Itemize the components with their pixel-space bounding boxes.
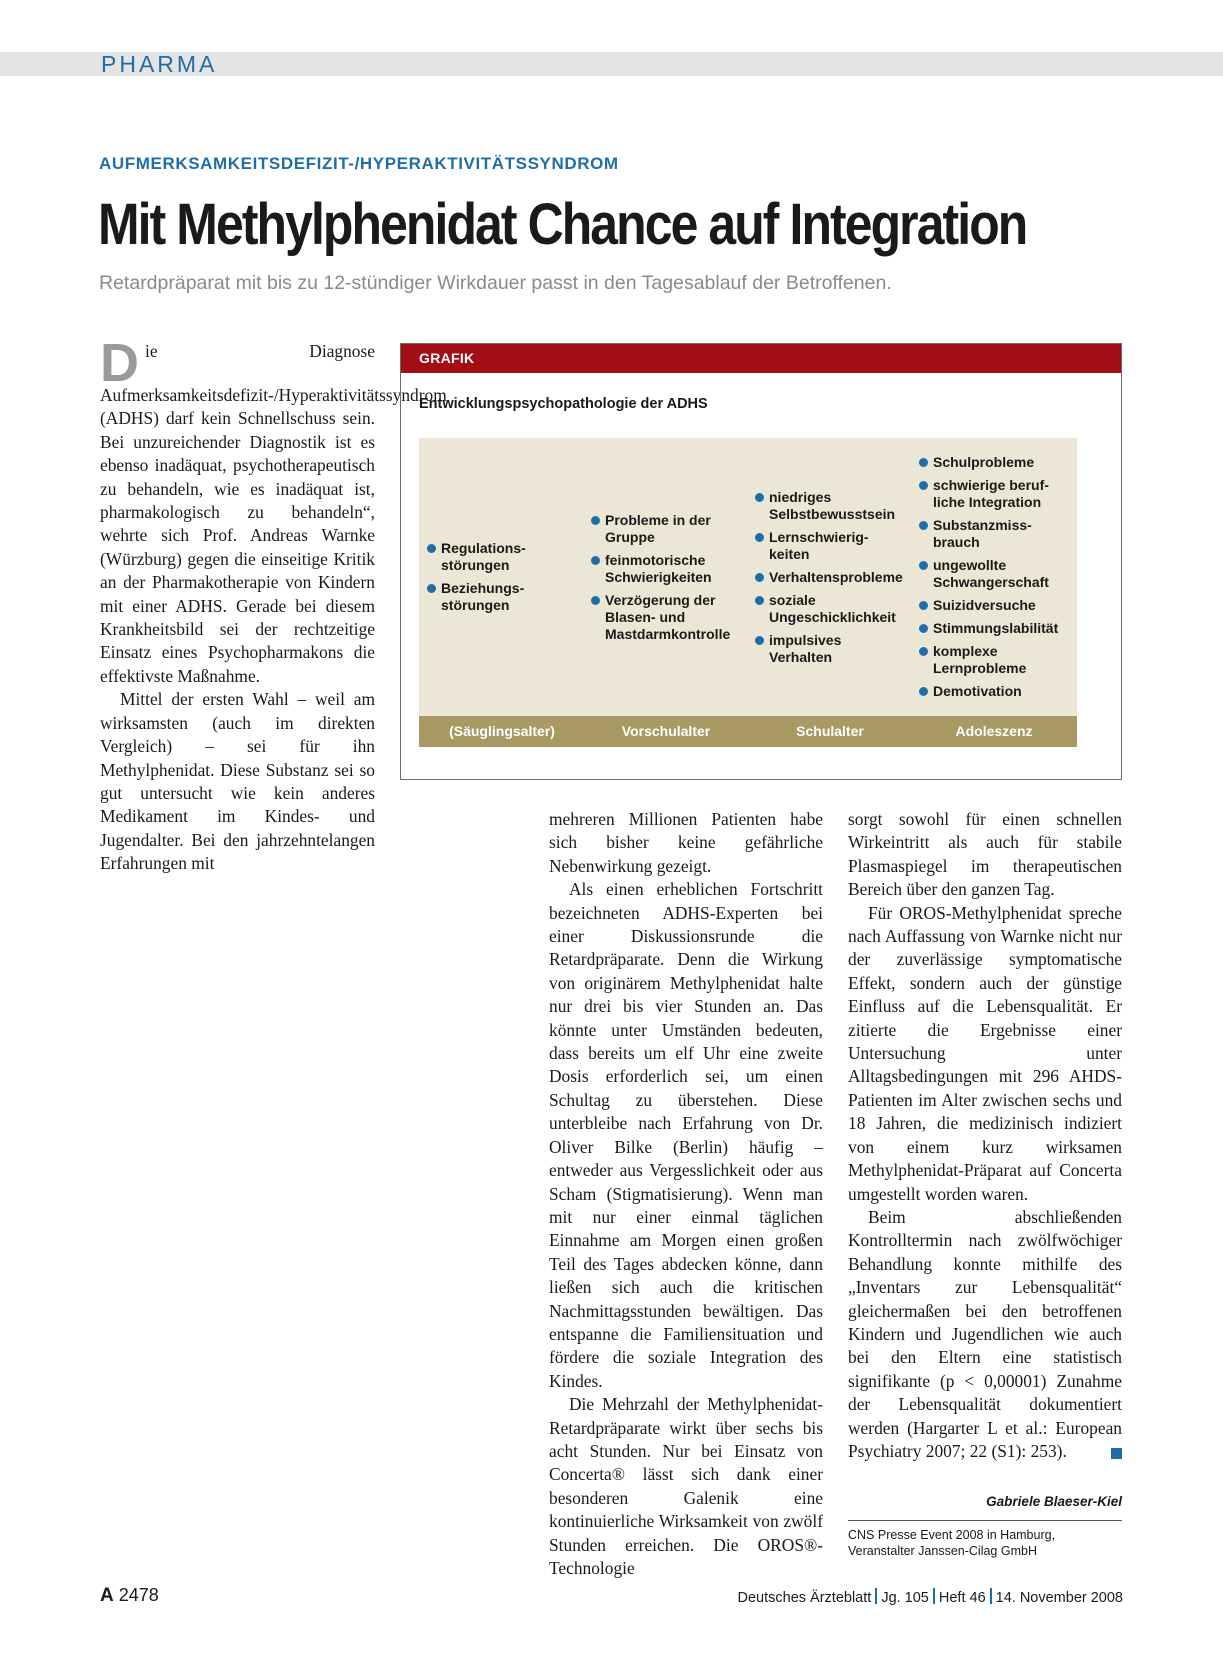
bullet-icon: [591, 596, 600, 605]
end-mark-icon: [1111, 1448, 1122, 1459]
source-note: CNS Presse Event 2008 in Hamburg, Veranstalter Janssen-Cilag GmbH: [848, 1520, 1122, 1559]
stage-label: (Säuglingsalter): [419, 716, 585, 747]
bullet-icon: [919, 561, 928, 570]
stage-item: feinmotorische Schwierigkeiten: [591, 552, 743, 586]
separator: [990, 1588, 992, 1604]
grafik-box: [400, 343, 1122, 780]
article-subtitle: Retardpräparat mit bis zu 12-stündiger Wirkdauer passt in den Tagesablauf der Betroffenen.: [99, 272, 892, 294]
bullet-icon: [919, 521, 928, 530]
paragraph: Die Mehrzahl der Methylphenidat-Retardpräparate wirkt über sechs bis acht Stunden. Nur bei Einsatz von Concerta® lässt sich dank einer besonderen Galenik eine kontinuierliche Wirksamkeit von zwölf Stunden erreichen. Die OROS®-Technologie: [549, 1394, 823, 1578]
stage-item: Substanzmiss-brauch: [919, 517, 1071, 551]
grafik-title: Entwicklungspsychopathologie der ADHS: [419, 396, 708, 412]
drop-cap: D: [100, 333, 139, 393]
bullet-icon: [755, 533, 764, 542]
paragraph: Beim abschließenden Kontrolltermin nach zwölfwöchiger Behandlung konnte mithilfe des „Inventars zur Lebensqualität“ gleichermaßen bei den betroffenen Kindern und Jugendlichen wie auch bei den Eltern eine statistisch signifikante (p < 0,00001) Zunahme der Lebensqualität dokumentiert werden (Hargarter L et al.: European Psychiatry 2007; 22 (S1): 253).: [848, 1206, 1122, 1461]
article-column-3: [848, 808, 1122, 1463]
bullet-icon: [755, 573, 764, 582]
stage-item: Suizidversuche: [919, 597, 1071, 614]
stage-items: [747, 438, 913, 716]
journal-name: Deutsches Ärzteblatt: [737, 1590, 872, 1606]
paragraph: Mittel der ersten Wahl – weil am wirksamsten (auch im direkten Vergleich) – sei für ihn Methylphenidat. Diese Substanz sei so gut untersucht wie kein anderes Medikament im Kindes- und Jugendalter. Bei den jahrzehntelangen Erfahrungen mit: [100, 689, 375, 874]
bullet-icon: [755, 636, 764, 645]
stage-item: niedriges Selbstbewusstsein: [755, 489, 907, 523]
article-column-2: [549, 808, 823, 1580]
article-headline: Mit Methylphenidat Chance auf Integration: [98, 192, 1027, 257]
separator: [875, 1588, 877, 1604]
stage-label: Schulalter: [747, 716, 913, 747]
stage-items: [419, 438, 585, 716]
bullet-icon: [427, 584, 436, 593]
stage-item: Stimmungslabilität: [919, 620, 1071, 637]
bullet-icon: [755, 596, 764, 605]
bullet-icon: [427, 544, 436, 553]
bullet-icon: [919, 481, 928, 490]
journal-date: 14. November 2008: [995, 1590, 1123, 1606]
bullet-icon: [755, 493, 764, 502]
stage-item: Verhaltensprobleme: [755, 569, 907, 586]
stage-item: impulsives Verhalten: [755, 632, 907, 666]
paragraph: sorgt sowohl für einen schnellen Wirkeintritt als auch für stabile Plasmaspiegel im therapeutischen Bereich über den ganzen Tag.: [848, 809, 1122, 900]
stage-column: [583, 438, 749, 747]
stage-item: Regulations-störungen: [427, 540, 579, 574]
paragraph: mehreren Millionen Patienten habe sich bisher keine gefährliche Nebenwirkung gezeigt.: [549, 809, 823, 876]
paragraph: Für OROS-Methylphenidat spreche nach Auffassung von Warnke nicht nur der zuverlässige symptomatische Effekt, sondern auch der günstige Einfluss auf die Lebensqualität. Er zitierte die Ergebnisse einer Untersuchung unter Alltagsbedingungen mit 296 AHDS-Patienten im Alter zwischen sechs und 18 Jahren, die medizinisch indiziert von einem kurz wirksamen Methylphenidat-Präparat auf Concerta umgestellt worden waren.: [848, 902, 1122, 1204]
paragraph: Die Diagnose Aufmerksamkeitsdefizit-/Hyperaktivitätssyndrom (ADHS) darf kein Schnellschuss sein. Bei unzureichender Diagnostik ist es ebenso inadäquat, psychotherapeutisch zu behandeln, wie es inadäquat ist, pharmakologisch zu behandeln“, wehrte sich Prof. Andreas Warnke (Würzburg) gegen die einseitige Kritik an der Pharmakotherapie von Kindern mit einer ADHS. Gerade bei diesem Krankheitsbild sei der rechtzeitige Einsatz eines Psychopharmakons die effektivste Maßnahme.: [100, 333, 447, 686]
bullet-icon: [591, 556, 600, 565]
stage-column: [747, 438, 913, 747]
author-name: Gabriele Blaeser-Kiel: [986, 1494, 1122, 1509]
stage-item: komplexe Lernprobleme: [919, 643, 1071, 677]
journal-volume: Jg. 105: [881, 1590, 929, 1606]
journal-info: [738, 1588, 1123, 1606]
stage-item: soziale Ungeschicklichkeit: [755, 592, 907, 626]
bullet-icon: [919, 687, 928, 696]
stage-item: schwierige beruf-liche Integration: [919, 477, 1071, 511]
stage-item: Probleme in der Gruppe: [591, 512, 743, 546]
bullet-icon: [919, 624, 928, 633]
stage-item: ungewollte Schwangerschaft: [919, 557, 1071, 591]
stage-column: [911, 438, 1077, 747]
stage-item: Schulprobleme: [919, 454, 1071, 471]
bullet-icon: [919, 601, 928, 610]
bullet-icon: [919, 647, 928, 656]
paragraph: Als einen erheblichen Fortschritt bezeichneten ADHS-Experten bei einer Diskussionsrunde die Retardpräparate. Denn die Wirkung von originärem Methylphenidat halte nur drei bis vier Stunden an. Das könnte unter Umständen bedeuten, dass bereits um elf Uhr eine zweite Dosis erforderlich sei, um einen Schultag zu überstehen. Diese unterbleibe nach Erfahrung von Dr. Oliver Bilke (Berlin) häufig – entweder aus Vergesslichkeit oder aus Scham (Stigmatisierung). Wenn man mit nur einer einmal täglichen Einnahme am Morgen einen großen Teil des Tages abdecken könne, dann ließen sich auch die kritischen Nachmittagsstunden bewältigen. Das entspanne die Familiensituation und fördere die soziale Integration des Kindes.: [549, 879, 823, 1391]
stage-label: Adoleszenz: [911, 716, 1077, 747]
stage-items: [911, 438, 1077, 716]
grafik-header: [401, 344, 1121, 373]
stage-item: Verzögerung der Blasen- und Mastdarmkontrolle: [591, 592, 743, 643]
stage-item: Lernschwierig-keiten: [755, 529, 907, 563]
stage-items: [583, 438, 749, 716]
article-kicker: AUFMERKSAMKEITSDEFIZIT-/HYPERAKTIVITÄTSSYNDROM: [99, 154, 619, 173]
stage-column: [419, 438, 585, 747]
page-number: A 2478: [100, 1585, 159, 1606]
bullet-icon: [591, 516, 600, 525]
grafik-label: GRAFIK: [419, 350, 475, 366]
stage-item: Beziehungs-störungen: [427, 580, 579, 614]
bullet-icon: [919, 458, 928, 467]
section-label: PHARMA: [101, 51, 218, 77]
separator: [933, 1588, 935, 1604]
stage-item: Demotivation: [919, 683, 1071, 700]
stage-label: Vorschulalter: [583, 716, 749, 747]
journal-issue: Heft 46: [938, 1590, 986, 1606]
